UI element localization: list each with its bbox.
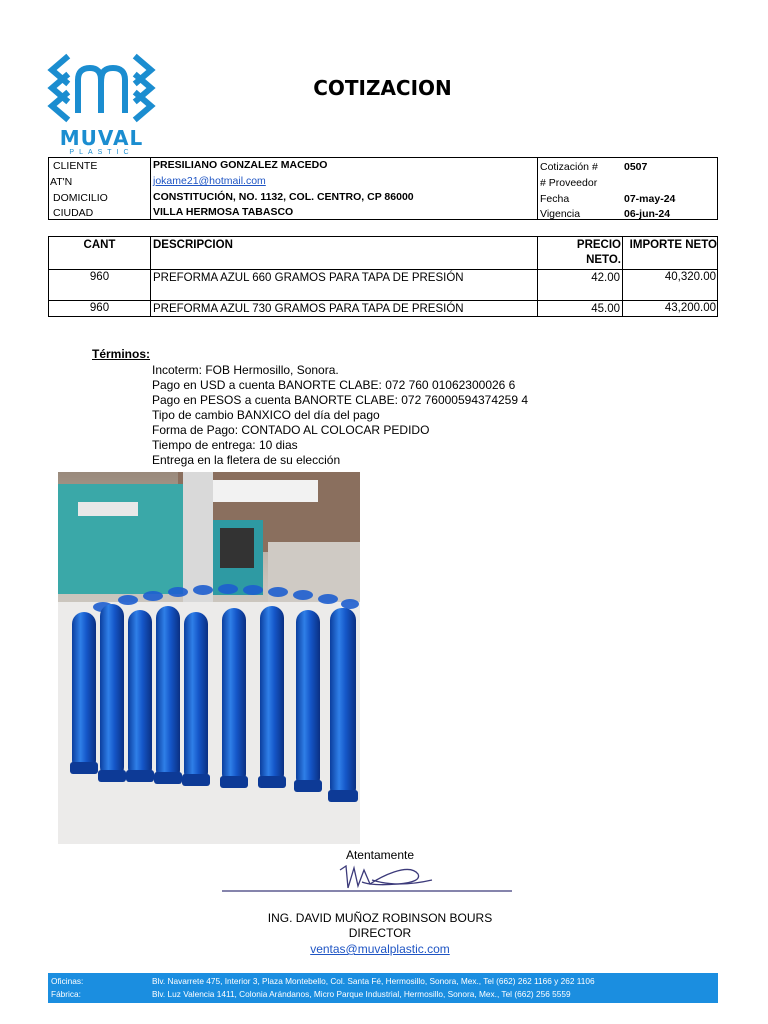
terms-label: Términos: bbox=[92, 347, 151, 361]
fecha-value: 07-may-24 bbox=[624, 193, 676, 205]
footer-fabrica-label: Fábrica: bbox=[51, 989, 81, 999]
page-title: COTIZACION bbox=[313, 76, 452, 100]
row-precio: 45.00 bbox=[591, 303, 620, 315]
muval-logo-icon bbox=[44, 50, 159, 126]
atn-label: AT'N bbox=[50, 176, 73, 188]
logo-brand: MUVAL bbox=[59, 126, 144, 150]
signer-name: ING. DAVID MUÑOZ ROBINSON BOURS bbox=[267, 911, 493, 925]
email-link-wrap bbox=[200, 942, 560, 956]
signature-icon bbox=[222, 858, 518, 898]
cotizacion-value: 0507 bbox=[624, 161, 648, 173]
footer-oficinas-label: Oficinas: bbox=[51, 976, 84, 986]
closing-text: Atentamente bbox=[345, 848, 415, 862]
ciudad-value: VILLA HERMOSA TABASCO bbox=[153, 206, 294, 218]
terms-line: Forma de Pago: CONTADO AL COLOCAR PEDIDO bbox=[152, 423, 430, 437]
signer-role: DIRECTOR bbox=[348, 926, 412, 940]
col-importe-header: IMPORTE NETO bbox=[629, 239, 717, 251]
row-desc: PREFORMA AZUL 730 GRAMOS PARA TAPA DE PRESIÓN bbox=[153, 303, 464, 315]
row-importe: 43,200.00 bbox=[664, 302, 716, 314]
terms-line: Tipo de cambio BANXICO del día del pago bbox=[152, 408, 380, 422]
domicilio-value: CONSTITUCIÓN, NO. 1132, COL. CENTRO, CP 86000 bbox=[153, 191, 414, 203]
company-logo bbox=[44, 50, 159, 160]
terms-line: Tiempo de entrega: 10 dias bbox=[152, 438, 298, 452]
footer-fabrica-text: Blv. Luz Valencia 1411, Colonia Arándanos, Micro Parque Industrial, Hermosillo, Sonora, Mex., Tel (662) 256 5559 bbox=[152, 989, 571, 999]
col-cant-header: CANT bbox=[83, 239, 116, 251]
vigencia-value: 06-jun-24 bbox=[624, 208, 671, 220]
email-link[interactable]: ventas@muvalplastic.com bbox=[310, 942, 450, 956]
vigencia-label: Vigencia bbox=[540, 208, 581, 220]
cliente-value: PRESILIANO GONZALEZ MACEDO bbox=[153, 159, 328, 171]
ciudad-label: CIUDAD bbox=[53, 207, 94, 219]
domicilio-label: DOMICILIO bbox=[53, 192, 108, 204]
row-desc: PREFORMA AZUL 660 GRAMOS PARA TAPA DE PRESIÓN bbox=[153, 272, 464, 284]
row-importe: 40,320.00 bbox=[664, 271, 716, 283]
col-precio-header-1: PRECIO bbox=[576, 239, 621, 251]
terms-list bbox=[152, 363, 528, 468]
terms-line: Pago en PESOS a cuenta BANORTE CLABE: 072 76000594374259 4 bbox=[152, 393, 529, 407]
fecha-label: Fecha bbox=[540, 193, 570, 205]
row-cant: 960 bbox=[89, 302, 110, 314]
footer-oficinas-text: Blv. Navarrete 475, Interior 3, Plaza Montebello, Col. Santa Fé, Hermosillo, Sonora, Mex., Tel (662) 262 1166 y 262 1106 bbox=[152, 976, 595, 986]
row-cant: 960 bbox=[89, 271, 110, 283]
product-photo bbox=[58, 472, 360, 844]
proveedor-label: # Proveedor bbox=[540, 177, 598, 189]
cotizacion-label: Cotización # bbox=[540, 161, 598, 173]
row-precio: 42.00 bbox=[591, 272, 620, 284]
terms-line: Incoterm: FOB Hermosillo, Sonora. bbox=[152, 363, 339, 377]
col-desc-header: DESCRIPCION bbox=[153, 239, 233, 251]
terms-line: Pago en USD a cuenta BANORTE CLABE: 072 760 01062300026 6 bbox=[152, 378, 516, 392]
footer-bar bbox=[48, 973, 718, 1003]
atn-email-link[interactable]: jokame21@hotmail.com bbox=[153, 175, 266, 187]
cliente-label: CLIENTE bbox=[53, 160, 98, 172]
terms-line: Entrega en la fletera de su elección bbox=[152, 453, 341, 467]
logo-sub: PLASTIC bbox=[69, 149, 134, 156]
client-info-table bbox=[48, 157, 718, 220]
items-table bbox=[48, 236, 718, 317]
col-precio-header-2: NETO. bbox=[586, 254, 621, 266]
